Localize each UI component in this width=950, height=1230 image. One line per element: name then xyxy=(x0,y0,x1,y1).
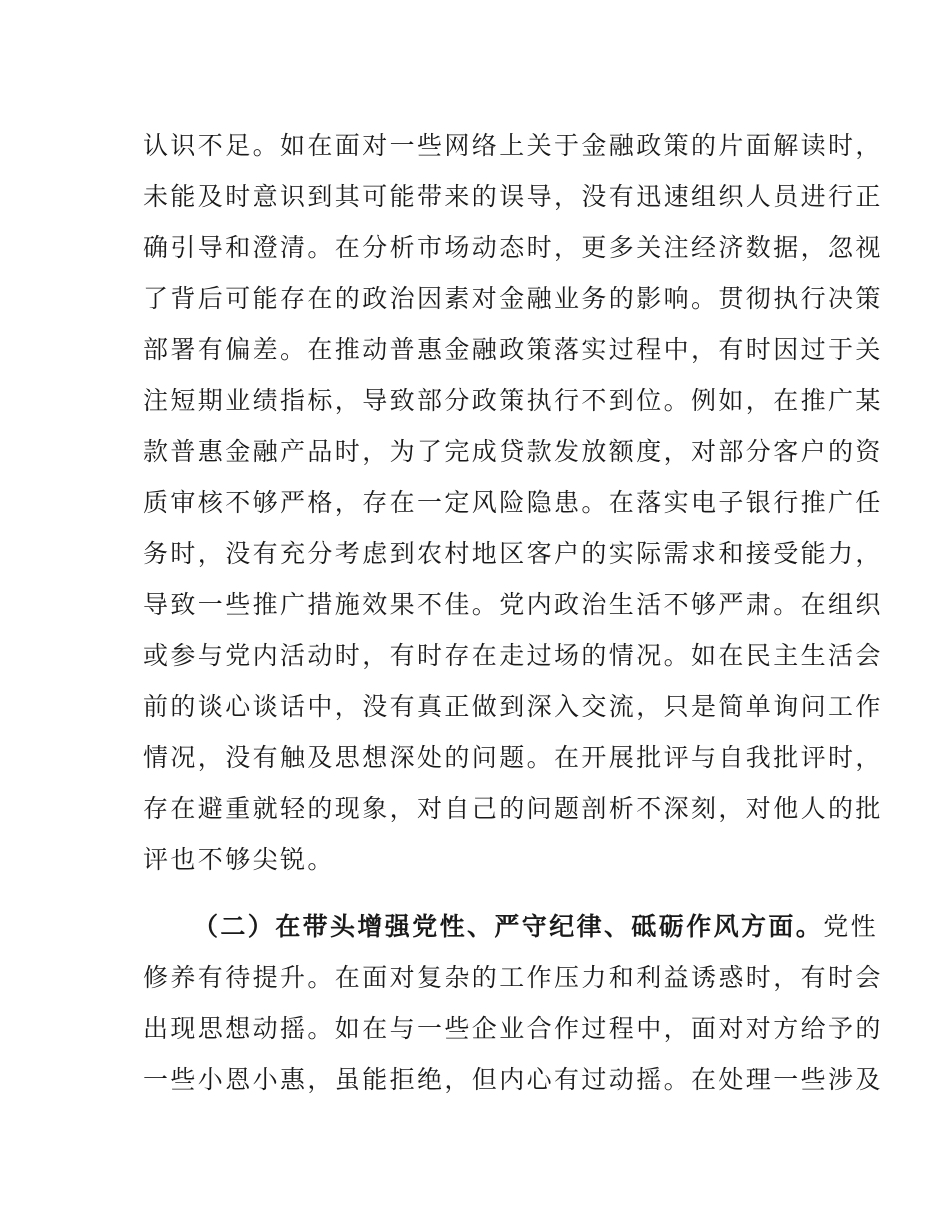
paragraph-line: 确引导和澄清。在分析市场动态时，更多关注经济数据，忽视 xyxy=(143,233,883,262)
paragraph-line: 质审核不够严格，存在一定风险隐患。在落实电子银行推广任 xyxy=(143,488,883,517)
paragraph-line: 了背后可能存在的政治因素对金融业务的影响。贯彻执行决策 xyxy=(143,284,883,313)
paragraph-line: 认识不足。如在面对一些网络上关于金融政策的片面解读时， xyxy=(143,131,883,160)
paragraph-line: 修养有待提升。在面对复杂的工作压力和利益诱惑时，有时会 xyxy=(143,963,883,992)
paragraph-line: 一些小恩小惠，虽能拒绝，但内心有过动摇。在处理一些涉及 xyxy=(143,1065,883,1094)
paragraph-first-line xyxy=(193,912,878,942)
paragraph-line: 款普惠金融产品时，为了完成贷款发放额度，对部分客户的资 xyxy=(143,437,883,466)
paragraph-line: 未能及时意识到其可能带来的误导，没有迅速组织人员进行正 xyxy=(143,182,883,211)
paragraph-line: 评也不够尖锐。 xyxy=(143,845,335,874)
paragraph-line: 出现思想动摇。如在与一些企业合作过程中，面对对方给予的 xyxy=(143,1014,883,1043)
paragraph-line: 部署有偏差。在推动普惠金融政策落实过程中，有时因过于关 xyxy=(143,335,883,364)
paragraph-text: 党性 xyxy=(823,912,879,941)
paragraph-line: 前的谈心谈话中，没有真正做到深入交流，只是简单询问工作 xyxy=(143,692,883,721)
paragraph-line: 导致一些推广措施效果不佳。党内政治生活不够严肃。在组织 xyxy=(143,590,883,619)
section-heading: （二）在带头增强党性、严守纪律、砥砺作风方面。 xyxy=(193,912,824,941)
paragraph-line: 或参与党内活动时，有时存在走过场的情况。如在民主生活会 xyxy=(143,641,883,670)
paragraph-line: 务时，没有充分考虑到农村地区客户的实际需求和接受能力， xyxy=(143,539,883,568)
paragraph-line: 情况，没有触及思想深处的问题。在开展批评与自我批评时， xyxy=(143,743,883,772)
paragraph-line: 注短期业绩指标，导致部分政策执行不到位。例如，在推广某 xyxy=(143,386,883,415)
paragraph-line: 存在避重就轻的现象，对自己的问题剖析不深刻，对他人的批 xyxy=(143,794,883,823)
